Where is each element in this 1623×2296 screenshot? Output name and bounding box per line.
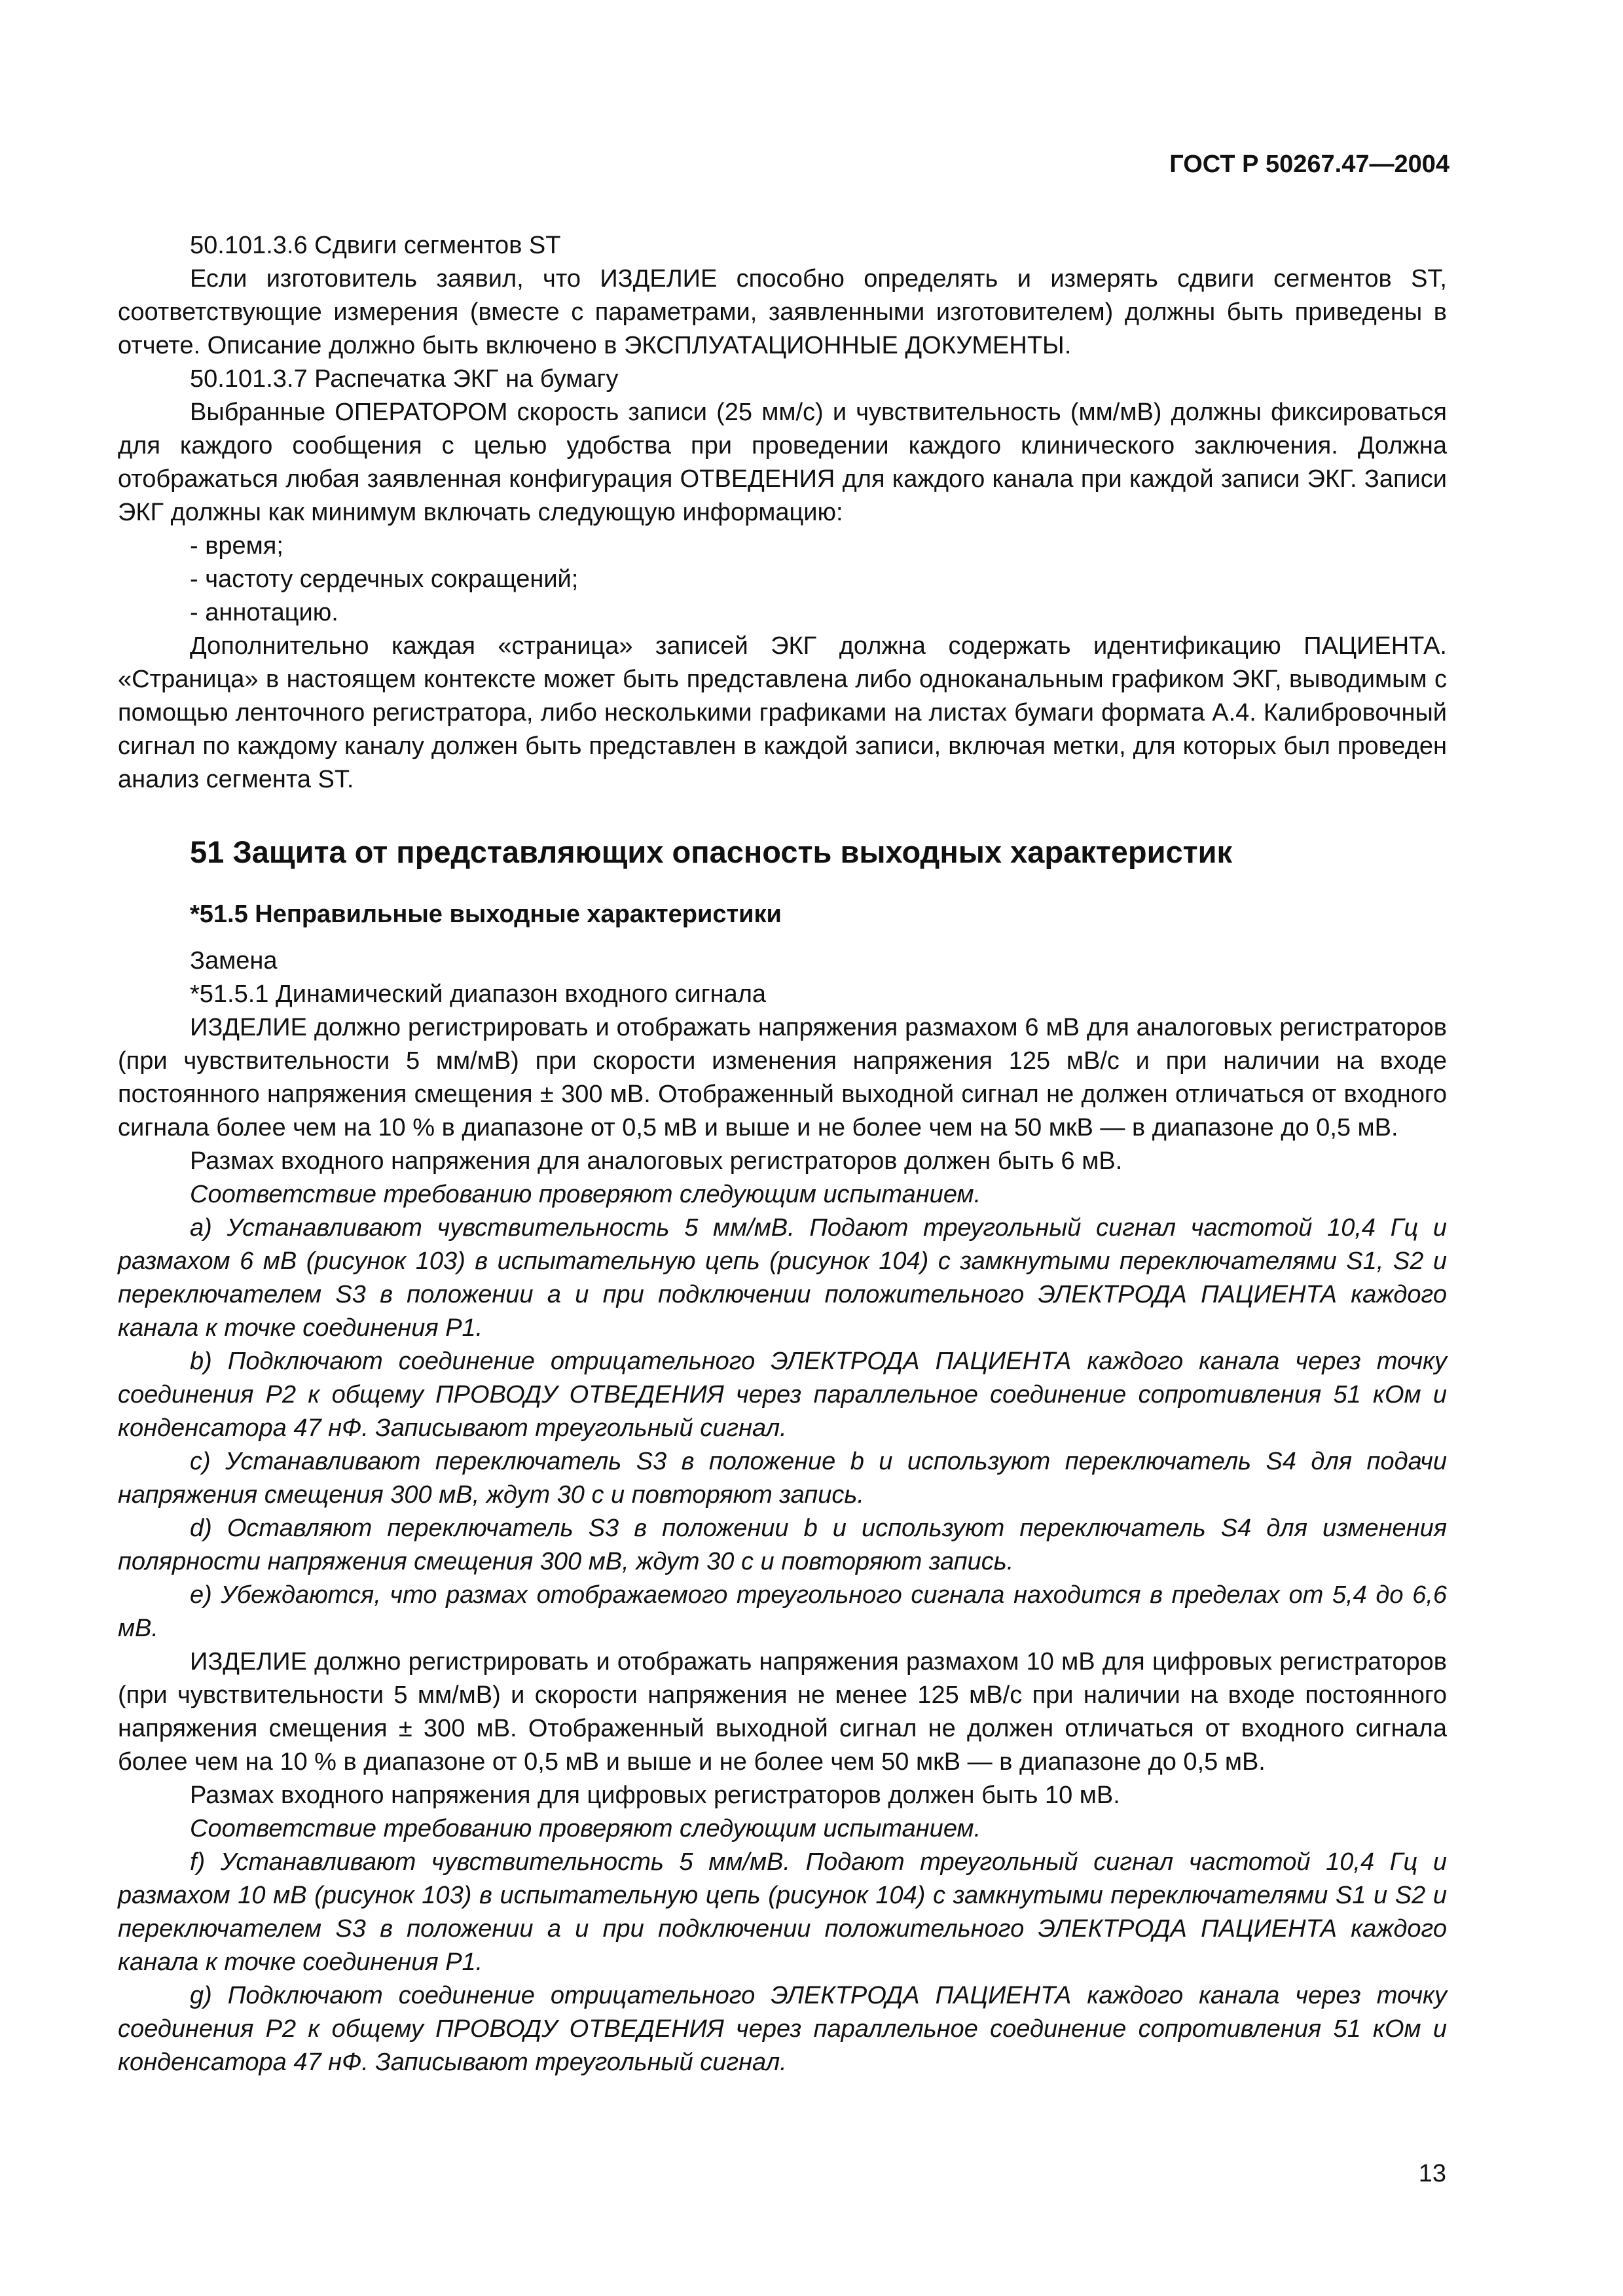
clause-50-101-3-6-text: Если изготовитель заявил, что ИЗДЕЛИЕ способно определять и измерять сдвиги сегментов ST, соответствующие измерения (вместе с параметрами, заявленными изготовителем) должны быть приведены в отчете. Описание должно быть включено в ЭКСПЛУАТАЦИОННЫЕ ДОКУМЕНТЫ. [118, 265, 1447, 359]
clause-50-101-3-7-text2: Дополнительно каждая «страница» записей ЭКГ должна содержать идентификацию ПАЦИЕНТА. «Страница» в настоящем контексте может быть представлена либо одноканальным графиком ЭКГ, выводимым с помощью ленточного регистратора, либо несколькими графиками на листах бумаги формата А.4. Калибровочный сигнал по каждому каналу должен быть представлен в каждой записи, включая метки, для которых был проведен анализ сегмента ST. [118, 632, 1447, 793]
clause-51-5-1-title: *51.5.1 Динамический диапазон входного сигнала [190, 980, 767, 1008]
section-51-heading: 51 Защита от представляющих опасность выходных характеристик [190, 834, 1233, 869]
test-step-d: d) Оставляют переключатель S3 в положении b и используют переключатель S4 для изменения полярности напряжения смещения 300 мВ, ждут 30 с и повторяют запись. [118, 1515, 1447, 1575]
section-51-5-heading: *51.5 Неправильные выходные характеристики [190, 901, 782, 928]
list-item: - время; [190, 532, 283, 560]
clause-50-101-3-7-text: Выбранные ОПЕРАТОРОМ скорость записи (25 мм/с) и чувствительность (мм/мВ) должны фиксироваться для каждого сообщения с целью удобства при проведении каждого клинического заключения. Должна отображаться любая заявленная конфигурация ОТВЕДЕНИЯ для каждого канала при каждой записи ЭКГ. Записи ЭКГ должны как минимум включать следующую информацию: [118, 399, 1447, 526]
test-step-f: f) Устанавливают чувствительность 5 мм/мВ. Подают треугольный сигнал частотой 10,4 Гц и размахом 10 мВ (рисунок 103) в испытательную цепь (рисунок 104) с замкнутыми переключателями S1 и S2 и переключателем S3 в положении а и при подключении положительного ЭЛЕКТРОДА ПАЦИЕНТА каждого канала к точке соединения Р1. [118, 1848, 1447, 1976]
list-item: - аннотацию. [190, 599, 338, 626]
clause-50-101-3-6-title: 50.101.3.6 Сдвиги сегментов ST [190, 232, 561, 259]
list-item: - частоту сердечных сокращений; [190, 565, 579, 593]
paragraph: Размах входного напряжения для цифровых регистраторов должен быть 10 мВ. [190, 1782, 1120, 1809]
paragraph: Размах входного напряжения для аналоговых регистраторов должен быть 6 мВ. [190, 1147, 1123, 1175]
clause-50-101-3-7-title: 50.101.3.7 Распечатка ЭКГ на бумагу [190, 365, 619, 393]
compliance-note: Соответствие требованию проверяют следующим испытанием. [190, 1815, 981, 1842]
paragraph: ИЗДЕЛИЕ должно регистрировать и отображать напряжения размахом 6 мВ для аналоговых регистраторов (при чувствительности 5 мм/мВ) при скорости изменения напряжения 125 мВ/с и при наличии на входе постоянного напряжения смещения ± 300 мВ. Отображенный выходной сигнал не должен отличаться от входного сигнала более чем на 10 % в диапазоне от 0,5 мВ и выше и не более чем на 50 мкВ — в диапазоне до 0,5 мВ. [118, 1014, 1447, 1141]
test-step-b: b) Подключают соединение отрицательного ЭЛЕКТРОДА ПАЦИЕНТА каждого канала через точку соединения Р2 к общему ПРОВОДУ ОТВЕДЕНИЯ через параллельное соединение сопротивления 51 кОм и конденсатора 47 нФ. Записывают треугольный сигнал. [118, 1348, 1447, 1442]
paragraph: ИЗДЕЛИЕ должно регистрировать и отображать напряжения размахом 10 мВ для цифровых регистраторов (при чувствительности 5 мм/мВ) и скорости напряжения не менее 125 мВ/с при наличии на входе постоянного напряжения смещения ± 300 мВ. Отображенный выходной сигнал не должен отличаться от входного сигнала более чем на 10 % в диапазоне от 0,5 мВ и выше и не более чем 50 мкВ — в диапазоне до 0,5 мВ. [118, 1648, 1447, 1776]
test-step-e: е) Убеждаются, что размах отображаемого треугольного сигнала находится в пределах от 5,4 до 6,6 мВ. [118, 1581, 1447, 1642]
page-content [118, 229, 1447, 2079]
test-step-g: g) Подключают соединение отрицательного ЭЛЕКТРОДА ПАЦИЕНТА каждого канала через точку соединения Р2 к общему ПРОВОДУ ОТВЕДЕНИЯ через параллельное соединение сопротивления 51 кОм и конденсатора 47 нФ. Записывают треугольный сигнал. [118, 1982, 1447, 2076]
test-step-a: а) Устанавливают чувствительность 5 мм/мВ. Подают треугольный сигнал частотой 10,4 Гц и размахом 6 мВ (рисунок 103) в испытательную цепь (рисунок 104) с замкнутыми переключателями S1, S2 и переключателем S3 в положении а и при подключении положительного ЭЛЕКТРОДА ПАЦИЕНТА каждого канала к точке соединения Р1. [118, 1214, 1447, 1342]
test-step-c: с) Устанавливают переключатель S3 в положение b и используют переключатель S4 для подачи напряжения смещения 300 мВ, ждут 30 с и повторяют запись. [118, 1448, 1447, 1509]
document-code: ГОСТ Р 50267.47—2004 [1169, 151, 1450, 178]
compliance-note: Соответствие требованию проверяют следующим испытанием. [190, 1181, 981, 1208]
page-number: 13 [1418, 2160, 1446, 2187]
replace-label: Замена [190, 947, 278, 975]
